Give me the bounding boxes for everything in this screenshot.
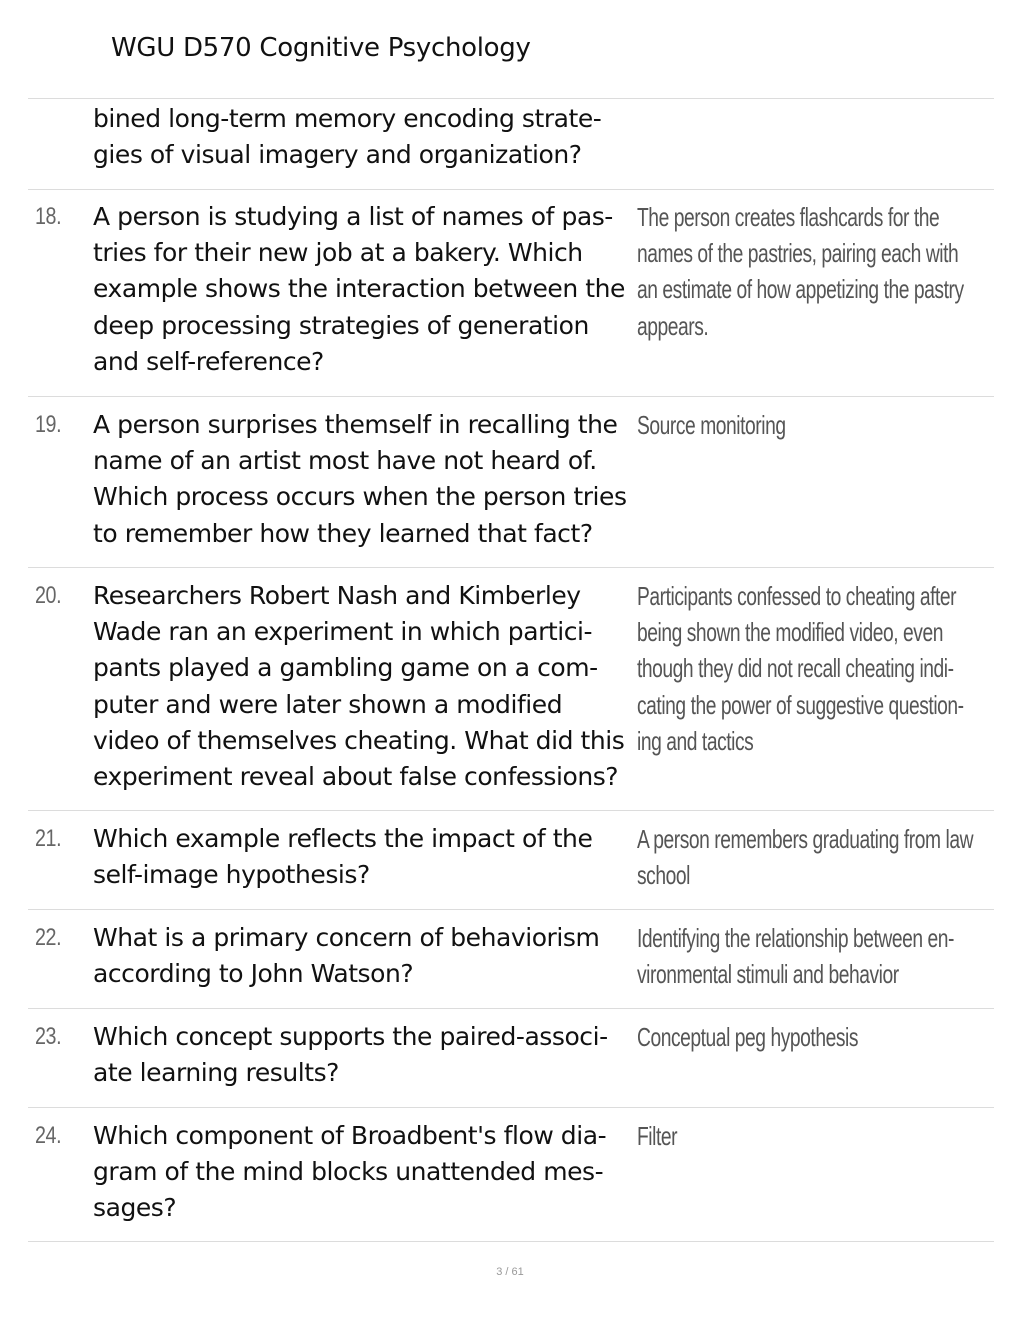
answer-line: Identifying the relationship between en- <box>637 923 955 953</box>
question-text <box>93 199 633 380</box>
divider <box>28 810 994 811</box>
question-line: Which process occurs when the person tries <box>93 482 627 512</box>
question-line: pants played a gambling game on a com- <box>93 653 598 683</box>
item-number: 22. <box>35 924 62 951</box>
answer-line: Participants confessed to cheating after <box>637 581 957 611</box>
answer-line: an estimate of how appetizing the pastry <box>637 274 964 305</box>
answer-text <box>637 407 786 443</box>
question-line: gies of visual imagery and organization? <box>93 140 582 170</box>
divider <box>28 1008 994 1009</box>
question-line: example shows the interaction between the <box>93 274 625 304</box>
question-line: puter and were later shown a modified <box>93 689 563 719</box>
question-line: name of an artist most have not heard of. <box>93 446 597 476</box>
item-number: 20. <box>35 582 62 609</box>
question-text <box>93 1019 633 1091</box>
question-text <box>93 101 633 173</box>
answer-line: appears. <box>637 310 709 341</box>
question-line: experiment reveal about false confessions? <box>93 762 619 792</box>
question-line: A person surprises themself in recalling the <box>93 410 618 439</box>
question-line: What is a primary concern of behaviorism <box>93 923 600 952</box>
question-line: Researchers Robert Nash and Kimberley <box>93 581 581 610</box>
question-line: deep processing strategies of generation <box>93 310 589 340</box>
item-number: 23. <box>35 1023 62 1050</box>
question-line: self-image hypothesis? <box>93 860 370 890</box>
answer-line: Source monitoring <box>637 410 786 440</box>
item-number: 24. <box>35 1122 62 1149</box>
question-line: bined long-term memory encoding strate- <box>93 104 602 133</box>
answer-text <box>637 821 973 893</box>
question-line: Which concept supports the paired-associ- <box>93 1022 608 1051</box>
item-number: 21. <box>35 825 62 852</box>
answer-line: names of the pastries, pairing each with <box>637 238 959 269</box>
question-line: Which example reflects the impact of the <box>93 824 593 853</box>
item-number: 19. <box>35 411 62 438</box>
answer-text <box>637 1118 677 1154</box>
answer-text <box>637 1019 858 1055</box>
answer-line: though they did not recall cheating indi- <box>637 653 954 684</box>
question-text <box>93 1118 633 1227</box>
question-line: ate learning results? <box>93 1058 339 1088</box>
answer-line: vironmental stimuli and behavior <box>637 959 899 990</box>
divider <box>28 1241 994 1242</box>
divider <box>28 1107 994 1108</box>
answer-line: Conceptual peg hypothesis <box>637 1022 859 1052</box>
divider <box>28 567 994 568</box>
answer-line: school <box>637 860 690 891</box>
answer-text <box>637 199 964 344</box>
answer-line: The person creates flashcards for the <box>637 202 940 232</box>
question-text <box>93 578 633 795</box>
question-line: gram of the mind blocks unattended mes- <box>93 1157 604 1187</box>
divider <box>28 909 994 910</box>
question-text <box>93 821 633 893</box>
answer-line: A person remembers graduating from law <box>637 824 974 854</box>
question-line: according to John Watson? <box>93 959 414 989</box>
question-line: sages? <box>93 1193 177 1223</box>
question-line: Which component of Broadbent's flow dia- <box>93 1121 607 1150</box>
answer-line: ing and tactics <box>637 725 754 756</box>
item-number: 18. <box>35 203 62 230</box>
page-title: WGU D570 Cognitive Psychology <box>111 33 531 63</box>
question-text <box>93 407 633 552</box>
page-number: 3 / 61 <box>496 1266 524 1278</box>
divider <box>28 98 994 99</box>
question-line: tries for their new job at a bakery. Which <box>93 238 583 268</box>
answer-text <box>637 578 964 759</box>
question-line: to remember how they learned that fact? <box>93 518 593 548</box>
question-text <box>93 920 633 992</box>
answer-line: cating the power of suggestive question- <box>637 689 964 720</box>
divider <box>28 396 994 397</box>
answer-line: being shown the modified video, even <box>637 617 943 648</box>
answer-line: Filter <box>637 1121 678 1151</box>
divider <box>28 189 994 190</box>
answer-text <box>637 920 954 992</box>
question-line: and self-reference? <box>93 346 324 376</box>
question-line: Wade ran an experiment in which partici- <box>93 617 593 647</box>
question-line: video of themselves cheating. What did this <box>93 725 625 755</box>
question-line: A person is studying a list of names of pas- <box>93 202 613 231</box>
